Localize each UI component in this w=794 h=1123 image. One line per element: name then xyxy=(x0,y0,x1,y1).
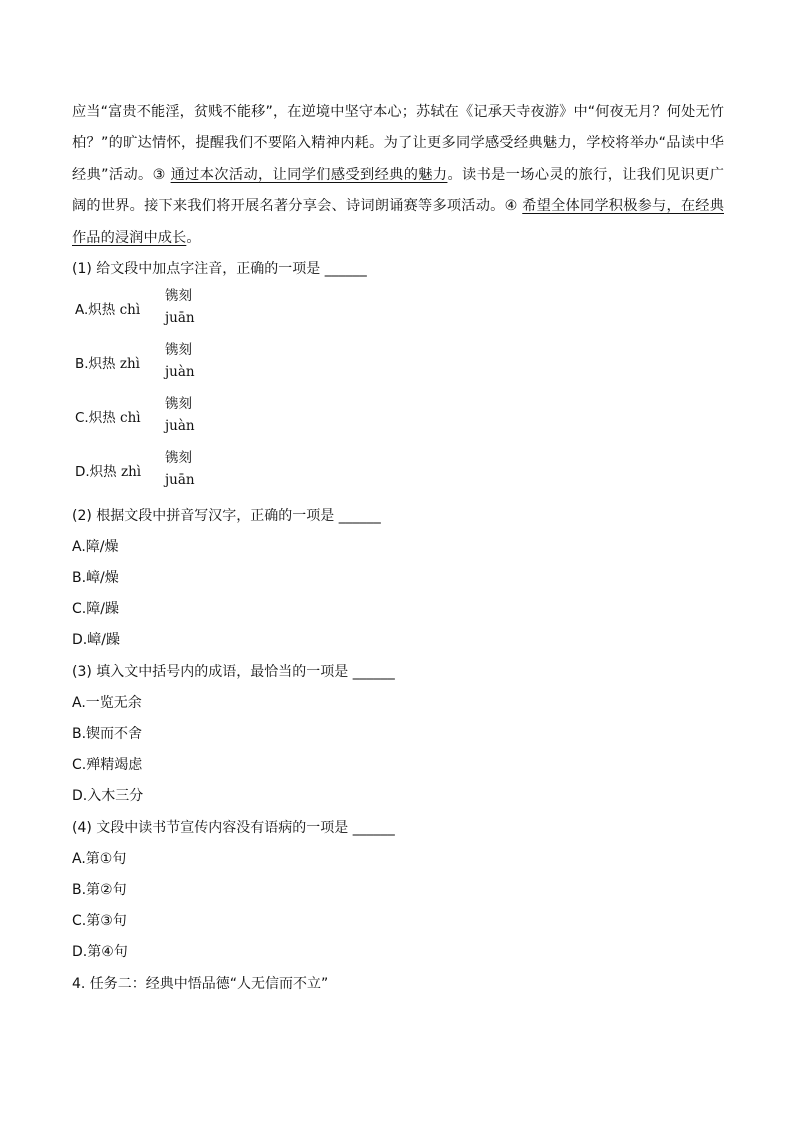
q1-option-c xyxy=(75,392,275,446)
reading-passage xyxy=(72,97,724,254)
passage-text-3: 。 xyxy=(186,229,201,246)
q2-option-b: B.嶂/燥 xyxy=(72,570,119,586)
q3-option-b: B.锲而不舍 xyxy=(72,726,143,742)
q1-option-a-word2: 镌刻 xyxy=(165,288,192,304)
q3-option-c: C.殚精竭虑 xyxy=(72,757,143,773)
underlined-sentence-3: 通过本次活动，让同学们感受到经典的魅力 xyxy=(170,166,448,183)
question-2-stem: (2) 根据文段中拼音写汉字，正确的一项是 ______ xyxy=(72,508,381,524)
q1-option-a-pinyin2: juān xyxy=(165,310,195,326)
q2-option-a: A.障/燥 xyxy=(72,539,119,555)
q1-option-a-label: A.炽热 chì xyxy=(75,302,141,318)
underlined-sentence-4: 希望全体同学积极参与，在经典作品的浸润中成长 xyxy=(72,198,724,246)
q1-option-c-label: C.炽热 chì xyxy=(75,410,141,426)
q1-option-d-pinyin2: juān xyxy=(165,472,195,488)
q2-option-d: D.嶂/躁 xyxy=(72,632,120,648)
q1-option-b-label: B.炽热 zhì xyxy=(75,356,140,372)
q1-option-b xyxy=(75,338,275,392)
q1-option-b-word2: 镌刻 xyxy=(165,342,192,358)
passage-text-2: 。读书是一场心灵的旅行，让我们见识更广阔的世界。接下来我们将开展名著分享会、诗词朗诵赛等多项活动。④ xyxy=(72,166,724,215)
q4-option-d: D.第④句 xyxy=(72,944,128,960)
q1-option-d-word2: 镌刻 xyxy=(165,450,192,466)
q3-option-a: A.一览无余 xyxy=(72,695,142,711)
task-2-heading: 4. 任务二：经典中悟品德“人无信而不立” xyxy=(72,976,329,992)
q4-option-b: B.第②句 xyxy=(72,882,127,898)
question-3-stem: (3) 填入文中括号内的成语，最恰当的一项是 ______ xyxy=(72,664,395,680)
q4-option-a: A.第①句 xyxy=(72,851,127,867)
q1-option-d xyxy=(75,446,275,500)
q1-option-d-label: D.炽热 zhì xyxy=(75,464,142,480)
passage-text-1: 应当“富贵不能淫，贫贱不能移”，在逆境中坚守本心；苏轼在《记承天寺夜游》中“何夜无月？何处无竹柏？”的旷达情怀，提醒我们不要陷入精神内耗。为了让更多同学感受经典魅力，学校将举办“品读中华经典”活动。③ xyxy=(72,104,724,183)
q1-option-c-word2: 镌刻 xyxy=(165,396,192,412)
question-4-stem: (4) 文段中读书节宣传内容没有语病的一项是 ______ xyxy=(72,820,395,836)
question-1-stem: (1) 给文段中加点字注音，正确的一项是 ______ xyxy=(72,261,367,277)
q1-option-c-pinyin2: juàn xyxy=(165,418,195,434)
q4-option-c: C.第③句 xyxy=(72,913,127,929)
q1-option-a xyxy=(75,284,275,338)
q1-option-b-pinyin2: juàn xyxy=(165,364,195,380)
q3-option-d: D.入木三分 xyxy=(72,788,144,804)
q2-option-c: C.障/躁 xyxy=(72,601,119,617)
